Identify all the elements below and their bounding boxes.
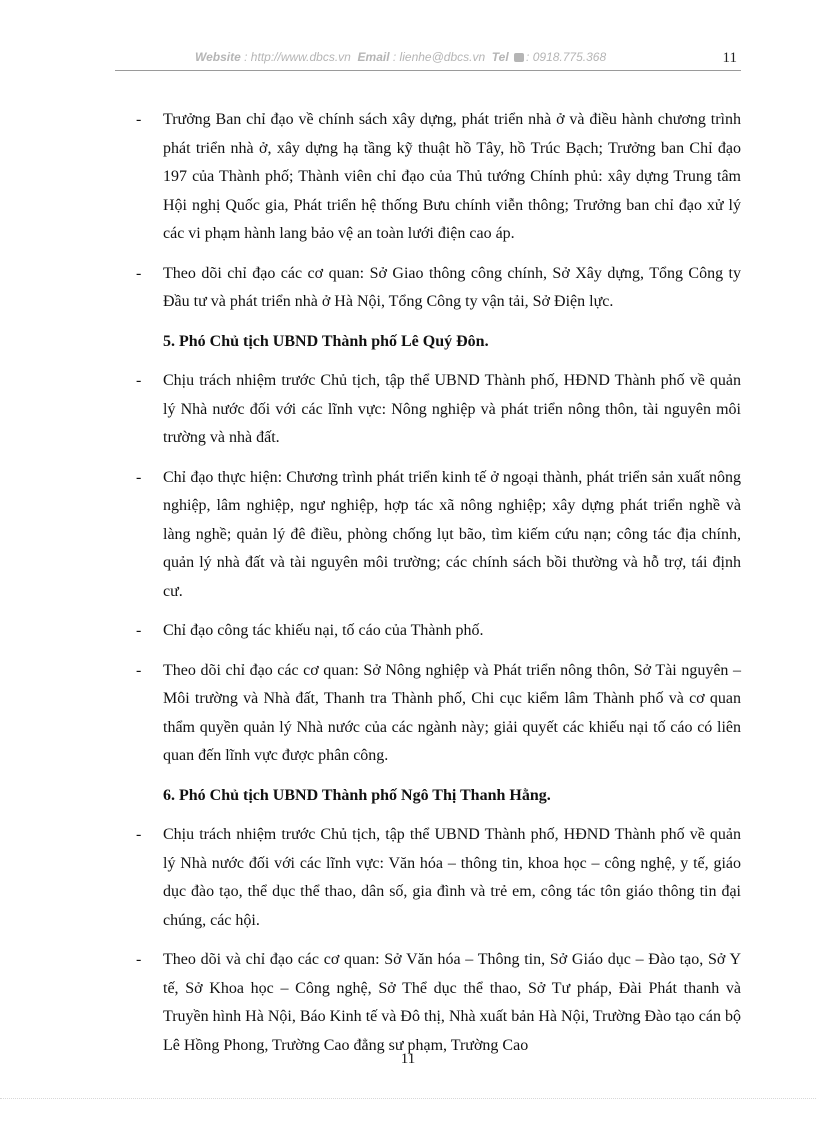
list-item-text: Chịu trách nhiệm trước Chủ tịch, tập thể UBND Thành phố, HĐND Thành phố về quản lý Nhà nước đối với các lĩnh vực: Văn hóa – thông tin, khoa học – công nghệ, y tế, giáo dục đào tạo, thể dục thể thao, dân số, gia đình và trẻ em, công tác tôn giáo thông tin đại chúng, các hội. — [163, 826, 741, 929]
section-heading-5: 5. Phó Chủ tịch UBND Thành phố Lê Quý Đôn. — [163, 332, 489, 350]
list-item-text: Trưởng Ban chỉ đạo về chính sách xây dựng, phát triển nhà ở và điều hành chương trình phát triển nhà ở, xây dựng hạ tầng kỹ thuật hồ Tây, hồ Trúc Bạch; Trưởng ban Chỉ đạo 197 của Thành phố; Thành viên chỉ đạo của Thủ tướng Chính phủ: xây dựng Trung tâm Hội nghị Quốc gia, Phát triển hệ thống Bưu chính viễn thông; Trưởng ban chỉ đạo xử lý các vi phạm hành lang bảo vệ an toàn lưới điện cao áp. — [163, 111, 741, 242]
bullet-dash: - — [136, 468, 142, 486]
list-item — [136, 821, 741, 935]
website-label: Website — [195, 50, 241, 64]
bullet-dash: - — [136, 372, 142, 389]
list-item — [136, 464, 741, 607]
list-item-text: Chỉ đạo thực hiện: Chương trình phát triển kinh tế ở ngoại thành, phát triển sản xuất nông nghiệp, lâm nghiệp, ngư nghiệp, hợp tác xã nông nghiệp; xây dựng phát triển nghề và làng nghề; quản lý đê điều, phòng chống lụt bão, tìm kiếm cứu nạn; công tác địa chính, quản lý nhà đất và tài nguyên môi trường; các chính sách bồi thường và hỗ trợ, tái định cư. — [163, 468, 741, 600]
page-header — [115, 48, 741, 71]
bullet-dash: - — [136, 111, 142, 128]
header-contact-info — [195, 50, 695, 64]
bullet-dash: - — [136, 622, 142, 639]
page-bottom-divider — [0, 1098, 816, 1099]
email-value: : lienhe@dbcs.vn — [392, 50, 486, 64]
list-item-text: Theo dõi và chỉ đạo các cơ quan: Sở Văn hóa – Thông tin, Sở Giáo dục – Đào tạo, Sở Y tế, Sở Khoa học – Công nghệ, Sở Thể dục thể thao, Sở Tư pháp, Đài Phát thanh và Truyền hình Hà Nội, Báo Kinh tế và Đô thị, Nhà xuất bản Hà Nội, Trường Đào tạo cán bộ Lê Hồng Phong, Trường Cao đẳng sư phạm, Trường Cao — [163, 951, 741, 1054]
section-heading-6: 6. Phó Chủ tịch UBND Thành phố Ngô Thị Thanh Hằng. — [163, 786, 551, 804]
list-item — [136, 106, 741, 249]
tel-label: Tel — [491, 50, 509, 64]
list-item-text: Theo dõi chỉ đạo các cơ quan: Sở Nông nghiệp và Phát triển nông thôn, Sở Tài nguyên – Môi trường và Nhà đất, Thanh tra Thành phố, Chi cục kiểm lâm Thành phố và cơ quan thẩm quyền quản lý Nhà nước của các ngành này; giải quyết các khiếu nại tố cáo có liên quan đến lĩnh vực được phân công. — [163, 661, 741, 764]
phone-icon — [514, 53, 524, 62]
list-item-text: Chỉ đạo công tác khiếu nại, tố cáo của Thành phố. — [163, 622, 484, 639]
list-item — [136, 657, 741, 771]
list-item — [136, 367, 741, 453]
list-item-text: Theo dõi chỉ đạo các cơ quan: Sở Giao thông công chính, Sở Xây dựng, Tổng Công ty Đầu tư và phát triển nhà ở Hà Nội, Tổng Công ty vận tải, Sở Điện lực. — [163, 264, 741, 310]
list-item — [136, 260, 741, 317]
bullet-dash: - — [136, 826, 142, 843]
bullet-dash: - — [136, 264, 142, 282]
list-item — [136, 617, 741, 646]
document-body — [136, 106, 741, 1071]
website-value: : http://www.dbcs.vn — [244, 50, 351, 64]
bullet-dash: - — [136, 661, 142, 679]
tel-value: : 0918.775.368 — [526, 50, 607, 64]
list-item — [136, 946, 741, 1060]
header-page-number: 11 — [722, 50, 737, 66]
footer-page-number: 11 — [400, 1051, 416, 1067]
email-label: Email — [357, 50, 390, 64]
list-item-text: Chịu trách nhiệm trước Chủ tịch, tập thể UBND Thành phố, HĐND Thành phố về quản lý Nhà nước đối với các lĩnh vực: Nông nghiệp và phát triển nông thôn, tài nguyên môi trường và nhà đất. — [163, 372, 741, 446]
bullet-dash: - — [136, 951, 142, 968]
